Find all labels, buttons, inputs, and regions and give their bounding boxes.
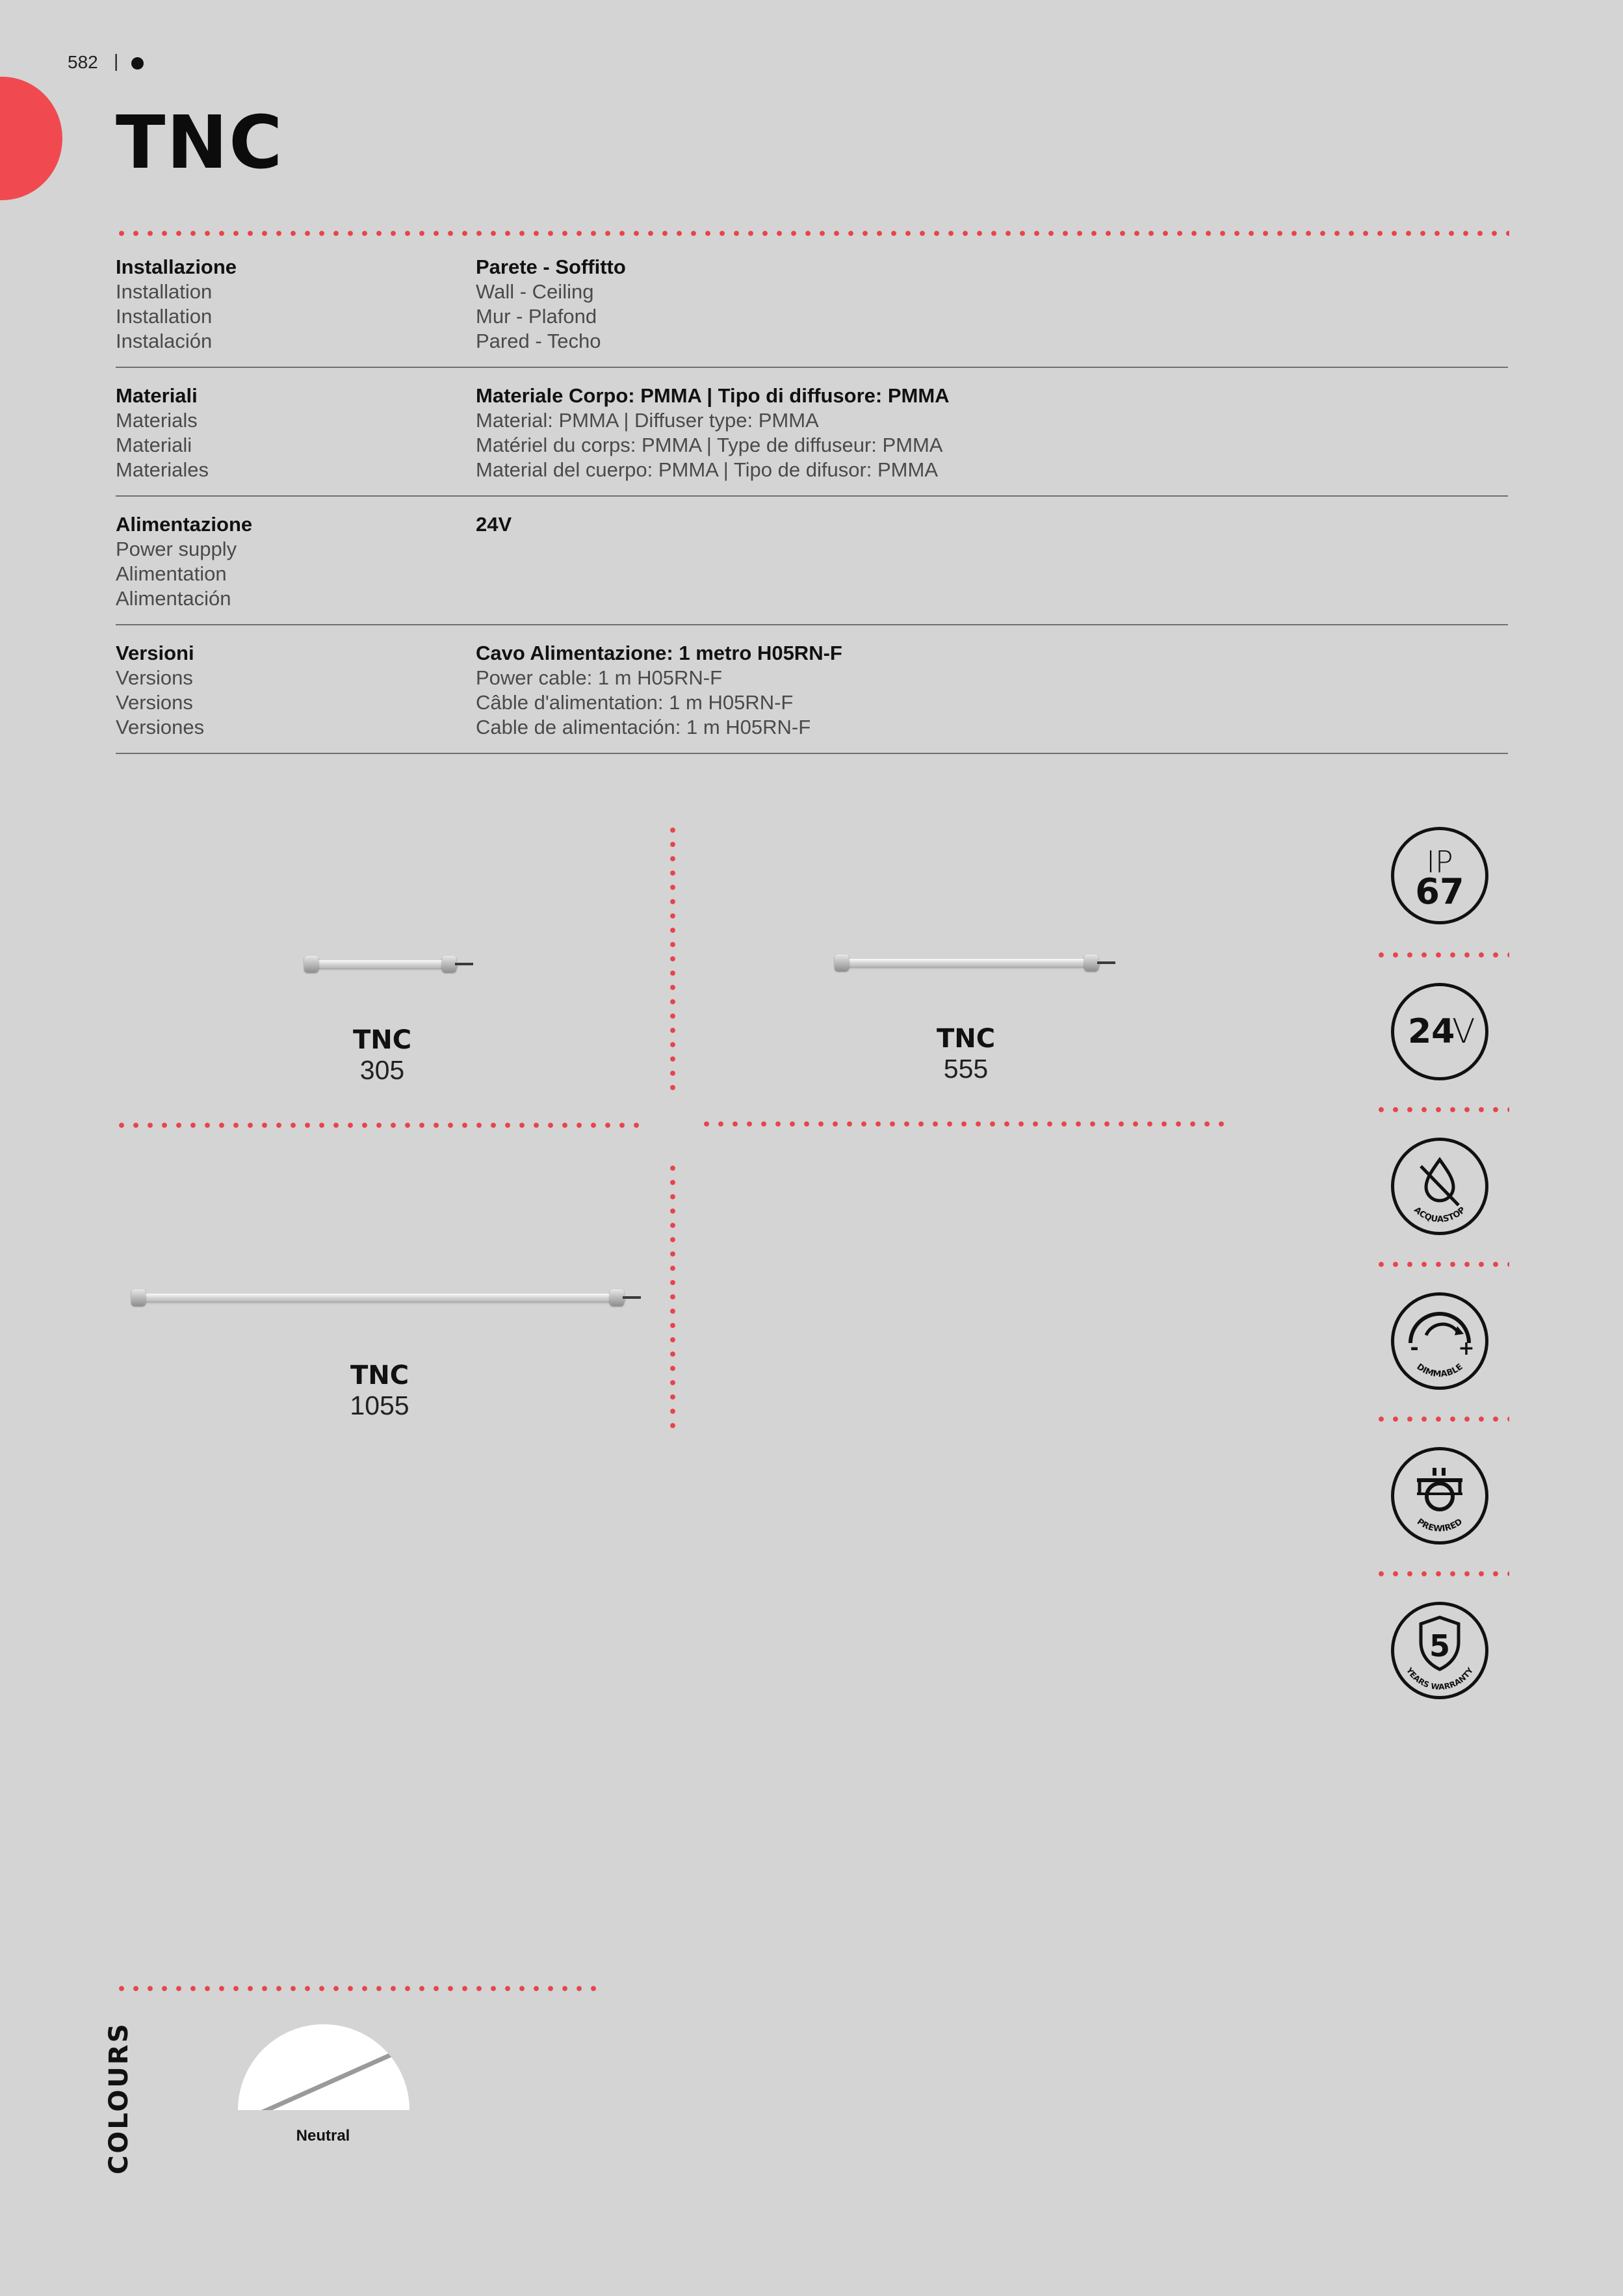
spec-label: Materiales — [116, 458, 209, 481]
spec-value: Cavo Alimentazione: 1 metro H05RN-F — [476, 642, 842, 664]
dimmable-icon — [1391, 1292, 1488, 1390]
dim-plus: + — [1458, 1337, 1475, 1360]
dotted-divider — [1374, 1261, 1509, 1268]
spec-label: Versions — [116, 691, 193, 714]
dotted-divider — [1374, 952, 1509, 958]
product-name: TNC — [936, 1024, 996, 1054]
colours-heading: COLOURS — [104, 2022, 134, 2174]
acquastop-label: ACQUASTOP — [1412, 1205, 1468, 1225]
prewired-icon — [1391, 1447, 1488, 1545]
spec-label: Instalación — [116, 330, 213, 352]
product-image-tnc-305 — [300, 954, 473, 974]
spec-label: Materials — [116, 409, 198, 432]
spec-row-materials — [116, 368, 1508, 497]
spec-label: Alimentation — [116, 562, 227, 585]
acquastop-icon — [1391, 1138, 1488, 1235]
spec-label: Installazione — [116, 255, 237, 278]
product-image-tnc-555 — [831, 953, 1115, 972]
swatch-stripe — [238, 2038, 409, 2110]
bullet-dot-icon — [131, 57, 144, 70]
voltage-unit: V — [1452, 1012, 1475, 1051]
spec-label: Versions — [116, 666, 193, 689]
colour-swatch-neutral — [238, 2024, 409, 2110]
svg-text:DIMMABLE — [1415, 1362, 1465, 1379]
product-code: 1055 — [350, 1390, 409, 1420]
ip67-icon — [1391, 827, 1488, 924]
spec-label: Versioni — [116, 642, 194, 664]
dotted-divider — [699, 1121, 1232, 1127]
svg-text:PREWIRED — [1415, 1517, 1464, 1533]
page-separator: | — [114, 51, 119, 71]
dotted-divider — [114, 230, 1509, 237]
spec-value: Parete - Soffitto — [476, 255, 626, 278]
spec-value: Material del cuerpo: PMMA | Tipo de difusor: PMMA — [476, 458, 939, 481]
spec-value: Matériel du corps: PMMA | Type de diffuseur: PMMA — [476, 434, 943, 456]
spec-value: 24V — [476, 513, 512, 536]
product-label-tnc-1055 — [282, 1361, 477, 1421]
colour-swatch-label: Neutral — [296, 2127, 350, 2145]
product-name: TNC — [350, 1361, 409, 1390]
spec-row-versions — [116, 625, 1508, 754]
spec-value: Cable de alimentación: 1 m H05RN-F — [476, 716, 811, 738]
ip-text: IP — [1426, 844, 1453, 880]
spec-value: Pared - Techo — [476, 330, 601, 352]
spec-value: Wall - Ceiling — [476, 280, 594, 303]
spec-value: Mur - Plafond — [476, 305, 597, 328]
product-image-tnc-1055 — [127, 1288, 641, 1307]
voltage-number: 24 — [1408, 1012, 1455, 1051]
product-label-tnc-305 — [285, 1026, 480, 1086]
dotted-divider — [1374, 1416, 1509, 1422]
warranty-icon — [1391, 1602, 1488, 1699]
warranty-years: 5 — [1429, 1628, 1451, 1663]
product-code: 305 — [359, 1055, 405, 1085]
product-name: TNC — [352, 1025, 412, 1055]
dotted-divider — [114, 1985, 604, 1992]
spec-label: Alimentación — [116, 587, 231, 610]
dim-minus: - — [1410, 1335, 1419, 1360]
24v-icon — [1391, 983, 1488, 1080]
spec-row-power-supply — [116, 497, 1508, 625]
dotted-divider — [114, 1122, 647, 1128]
dimmable-label: DIMMABLE — [1414, 1362, 1465, 1379]
spec-label: Materiali — [116, 384, 198, 407]
spec-table — [116, 239, 1508, 754]
dotted-divider — [1374, 1106, 1509, 1113]
prewired-label: PREWIRED — [1415, 1517, 1464, 1534]
spec-label: Installation — [116, 305, 213, 328]
page-number: 582 — [68, 52, 98, 72]
spec-label: Alimentazione — [116, 513, 253, 536]
spec-value: Material: PMMA | Diffuser type: PMMA — [476, 409, 819, 432]
product-code: 555 — [943, 1054, 989, 1084]
spec-label: Versiones — [116, 716, 205, 738]
svg-text:ACQUASTOP — [1412, 1205, 1468, 1225]
dotted-divider-vertical — [669, 823, 676, 1092]
spec-label: Installation — [116, 280, 213, 303]
ip-rating-text: 67 — [1415, 871, 1464, 912]
product-label-tnc-555 — [868, 1024, 1063, 1084]
warranty-label: YEARS WARRANTY — [1404, 1665, 1475, 1692]
accent-circle — [0, 77, 62, 200]
spec-label: Power supply — [116, 538, 237, 560]
dotted-divider — [1374, 1571, 1509, 1577]
page-title: TNC — [116, 101, 284, 185]
spec-value: Câble d'alimentation: 1 m H05RN-F — [476, 691, 794, 714]
spec-value: Materiale Corpo: PMMA | Tipo di diffusore: PMMA — [476, 384, 950, 407]
spec-row-installation — [116, 239, 1508, 368]
spec-value: Power cable: 1 m H05RN-F — [476, 666, 723, 689]
dotted-divider-vertical — [669, 1161, 676, 1430]
spec-label: Materiali — [116, 434, 192, 456]
